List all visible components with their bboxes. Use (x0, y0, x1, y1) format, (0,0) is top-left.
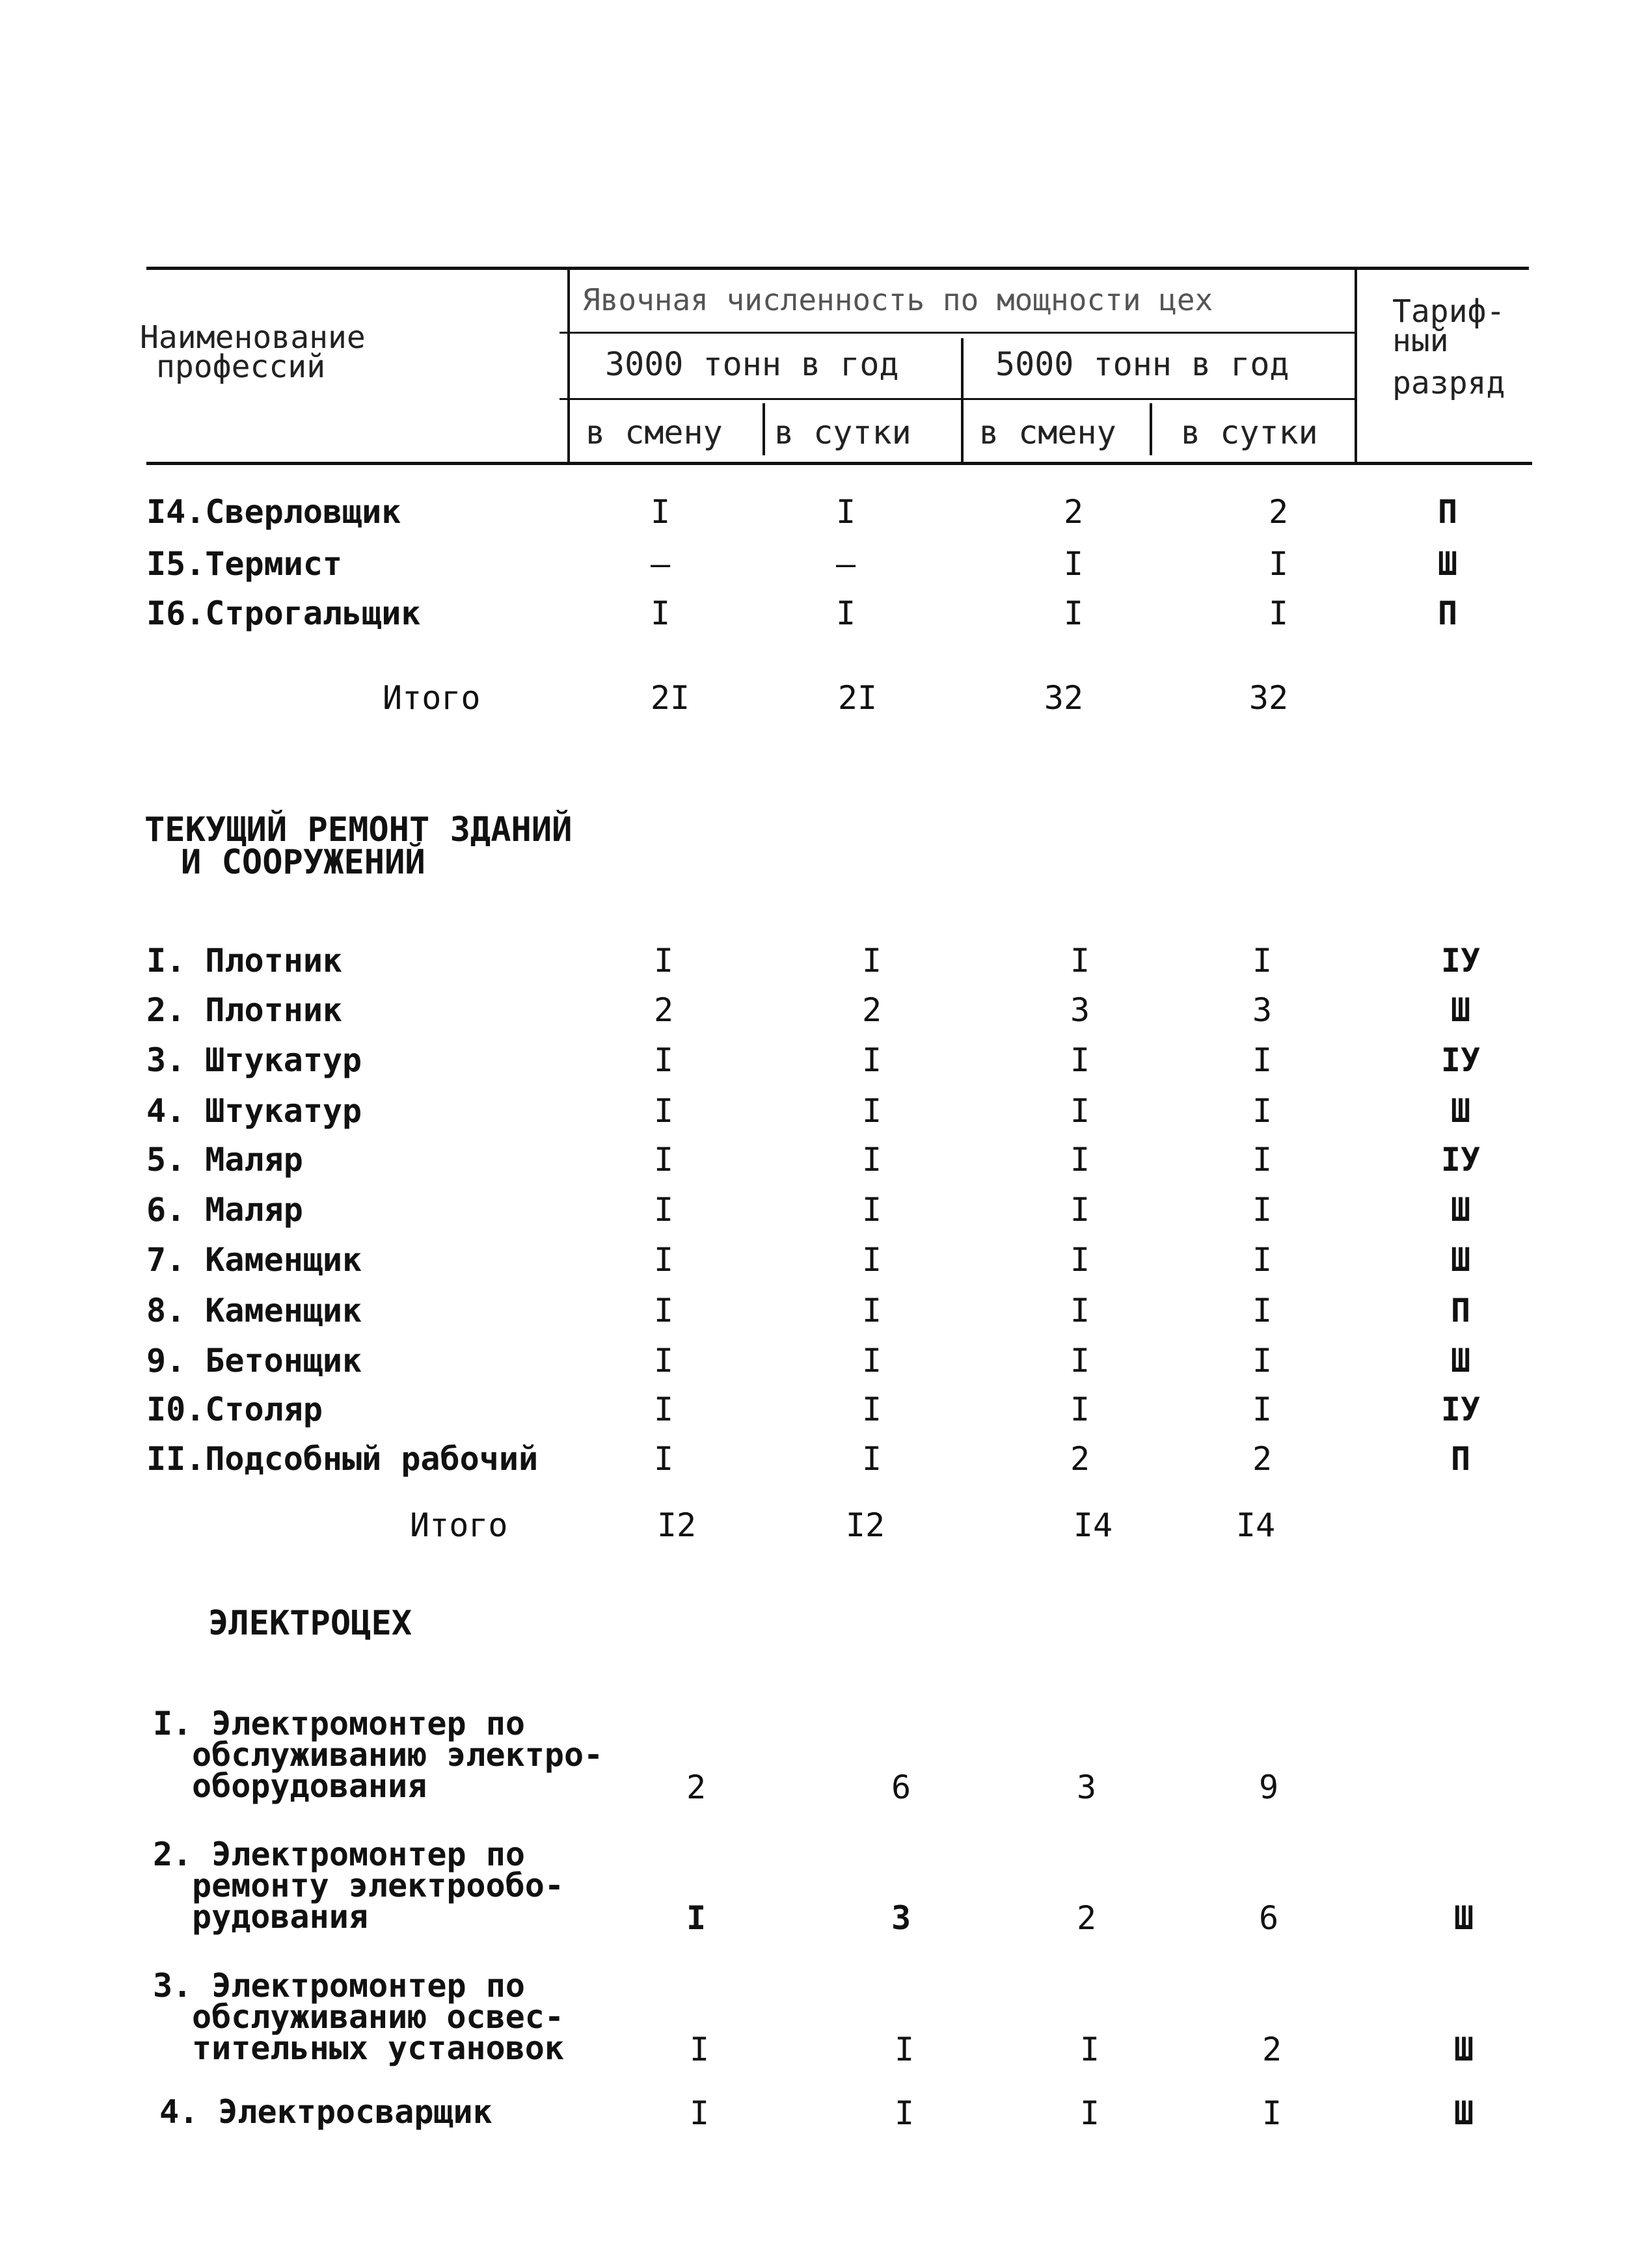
value-cell: I (861, 942, 882, 980)
value-cell: I (686, 1899, 707, 1937)
profession-name: 7. Каменщик (146, 1241, 362, 1279)
profession-name: 2. Плотник (146, 991, 343, 1029)
capacity-rule (560, 332, 1356, 334)
value-cell: I (1070, 1041, 1090, 1079)
per-shift-header-b: в смену (979, 414, 1116, 451)
capacity-5000-header: 5000 тонн в год (995, 345, 1289, 383)
total-cell: 32 (1044, 679, 1084, 717)
value-cell: I (1079, 2094, 1100, 2132)
value-cell: 2 (1070, 1440, 1090, 1478)
profession-name-line: 4. Электросварщик (159, 2093, 492, 2131)
value-cell: I (653, 1440, 674, 1478)
grade-header-line1: Тариф- (1392, 293, 1505, 330)
column-divider (762, 403, 765, 455)
value-cell: 3 (891, 1899, 911, 1937)
profession-name: I4.Сверловщик (146, 493, 401, 531)
value-cell: I (689, 2094, 710, 2132)
grade-cell: П (1450, 1440, 1471, 1478)
value-cell: I (1063, 545, 1084, 583)
value-cell: I (861, 1141, 882, 1179)
grade-cell: Ш (1450, 1191, 1471, 1229)
value-cell: I (1268, 594, 1289, 632)
profession-header-line1: Наименование (140, 319, 366, 356)
value-cell: I (1252, 1041, 1273, 1079)
value-cell: I (653, 1292, 674, 1329)
value-cell: 2 (1261, 2031, 1282, 2068)
value-cell: 2 (1252, 1440, 1273, 1478)
value-cell: I (1252, 1141, 1273, 1179)
grade-cell: IУ (1440, 1041, 1481, 1079)
grade-cell: Ш (1450, 1092, 1471, 1130)
value-cell: I (1070, 1141, 1090, 1179)
total-cell: 2I (837, 679, 878, 717)
grade-cell: IУ (1440, 1391, 1481, 1428)
grade-cell: П (1437, 493, 1458, 531)
capacity-3000-header: 3000 тонн в год (605, 345, 899, 383)
profession-name: 6. Маляр (146, 1191, 303, 1229)
total-label: Итого (383, 679, 481, 717)
value-cell: 2 (1268, 493, 1289, 531)
value-cell: I (1252, 1342, 1273, 1380)
profession-name-line: оборудования (192, 1767, 427, 1805)
grade-cell: П (1450, 1292, 1471, 1329)
value-cell: I (1261, 2094, 1282, 2132)
value-cell: I (861, 1092, 882, 1130)
value-cell: I (1252, 1092, 1273, 1130)
value-cell: I (1070, 1292, 1090, 1329)
value-cell: – (835, 545, 856, 583)
value-cell: I (1070, 1092, 1090, 1130)
profession-name: 4. Штукатур (146, 1092, 362, 1130)
value-cell: 3 (1076, 1768, 1097, 1806)
value-cell: I (894, 2031, 915, 2068)
profession-name-line: обслуживанию электро- (192, 1736, 604, 1774)
value-cell: I (653, 1041, 674, 1079)
value-cell: 9 (1258, 1768, 1279, 1806)
value-cell: I (1070, 1342, 1090, 1380)
grade-header-line3: разряд (1392, 365, 1505, 401)
total-cell: I4 (1073, 1506, 1113, 1544)
value-cell: 2 (861, 991, 882, 1029)
profession-name: 9. Бетонщик (146, 1342, 362, 1380)
value-cell: 3 (1070, 991, 1090, 1029)
value-cell: I (861, 1041, 882, 1079)
column-divider (961, 338, 964, 462)
total-cell: I2 (845, 1506, 885, 1544)
value-cell: I (861, 1292, 882, 1329)
value-cell: I (653, 1141, 674, 1179)
per-shift-header-a: в смену (586, 414, 723, 451)
header-bottom-rule (146, 462, 1532, 465)
profession-name-line: I. Электромонтер по (153, 1705, 525, 1742)
value-cell: 6 (1258, 1899, 1279, 1937)
value-cell: I (1070, 1391, 1090, 1428)
profession-name: 3. Штукатур (146, 1041, 362, 1079)
value-cell: I (689, 2031, 710, 2068)
value-cell: I (653, 1191, 674, 1229)
value-cell: I (1063, 594, 1084, 632)
profession-name: I. Плотник (146, 942, 343, 980)
total-cell: 2I (650, 679, 690, 717)
profession-header-line2: профессий (156, 349, 326, 385)
value-cell: 2 (686, 1768, 707, 1806)
profession-name: I0.Столяр (146, 1391, 323, 1428)
per-day-header-a: в сутки (774, 414, 911, 451)
value-cell: I (1252, 1292, 1273, 1329)
value-cell: 6 (891, 1768, 911, 1806)
profession-name: I5.Термист (146, 545, 343, 583)
profession-name-line: обслуживанию освес- (192, 1998, 564, 2036)
subheader-rule (560, 398, 1356, 400)
profession-name: II.Подсобный рабочий (146, 1440, 539, 1478)
section-title: ЭЛЕКТРОЦЕХ (208, 1604, 412, 1643)
value-cell: I (861, 1241, 882, 1279)
value-cell: I (653, 1092, 674, 1130)
section-title-line1: ТЕКУЩИЙ РЕМОНТ ЗДАНИЙ (144, 810, 573, 849)
value-cell: I (835, 493, 856, 531)
grade-cell: Ш (1453, 1899, 1474, 1937)
value-cell: 2 (1076, 1899, 1097, 1937)
value-cell: I (653, 1342, 674, 1380)
value-cell: I (894, 2094, 915, 2132)
grade-cell: Ш (1450, 991, 1471, 1029)
grade-cell: Ш (1450, 1241, 1471, 1279)
value-cell: I (653, 942, 674, 980)
grade-cell: Ш (1453, 2094, 1474, 2132)
total-cell: I4 (1235, 1506, 1276, 1544)
column-divider (1150, 403, 1152, 455)
per-day-header-b: в сутки (1181, 414, 1318, 451)
value-cell: I (653, 1241, 674, 1279)
grade-cell: Ш (1450, 1342, 1471, 1380)
profession-name-line: рудования (192, 1898, 368, 1936)
value-cell: I (1070, 942, 1090, 980)
total-cell: 32 (1248, 679, 1289, 717)
column-divider (567, 270, 570, 462)
profession-name: I6.Строгальщик (146, 594, 421, 632)
profession-name: 5. Маляр (146, 1141, 303, 1179)
grade-cell: Ш (1453, 2031, 1474, 2068)
value-cell: I (861, 1440, 882, 1478)
column-divider (1355, 270, 1357, 462)
value-cell: 3 (1252, 991, 1273, 1029)
value-cell: I (861, 1342, 882, 1380)
grade-cell: П (1437, 594, 1458, 632)
total-label: Итого (410, 1506, 508, 1544)
value-cell: 2 (653, 991, 674, 1029)
value-cell: I (1079, 2031, 1100, 2068)
value-cell: 2 (1063, 493, 1084, 531)
value-cell: – (650, 545, 671, 583)
profession-name-line: 3. Электромонтер по (153, 1967, 525, 2005)
profession-name-line: ремонту электрообо- (192, 1867, 564, 1904)
profession-name: 8. Каменщик (146, 1292, 362, 1329)
value-cell: I (653, 1391, 674, 1428)
grade-cell: IУ (1440, 1141, 1481, 1179)
group-header: Явочная численность по мощности цех (582, 282, 1213, 317)
value-cell: I (1252, 1391, 1273, 1428)
value-cell: I (1252, 1191, 1273, 1229)
section-title-line2: И СООРУЖЕНИЙ (181, 843, 425, 882)
value-cell: I (861, 1391, 882, 1428)
total-cell: I2 (656, 1506, 697, 1544)
value-cell: I (650, 594, 671, 632)
value-cell: I (1070, 1241, 1090, 1279)
value-cell: I (861, 1191, 882, 1229)
value-cell: I (1252, 1241, 1273, 1279)
profession-name-line: 2. Электромонтер по (153, 1835, 525, 1873)
value-cell: I (1268, 545, 1289, 583)
top-rule (146, 267, 1529, 270)
profession-name-line: тительных установок (192, 2029, 564, 2067)
value-cell: I (650, 493, 671, 531)
value-cell: I (1252, 942, 1273, 980)
value-cell: I (835, 594, 856, 632)
grade-cell: Ш (1437, 545, 1458, 583)
grade-cell: IУ (1440, 942, 1481, 980)
grade-header-line2: ный (1392, 323, 1449, 359)
value-cell: I (1070, 1191, 1090, 1229)
